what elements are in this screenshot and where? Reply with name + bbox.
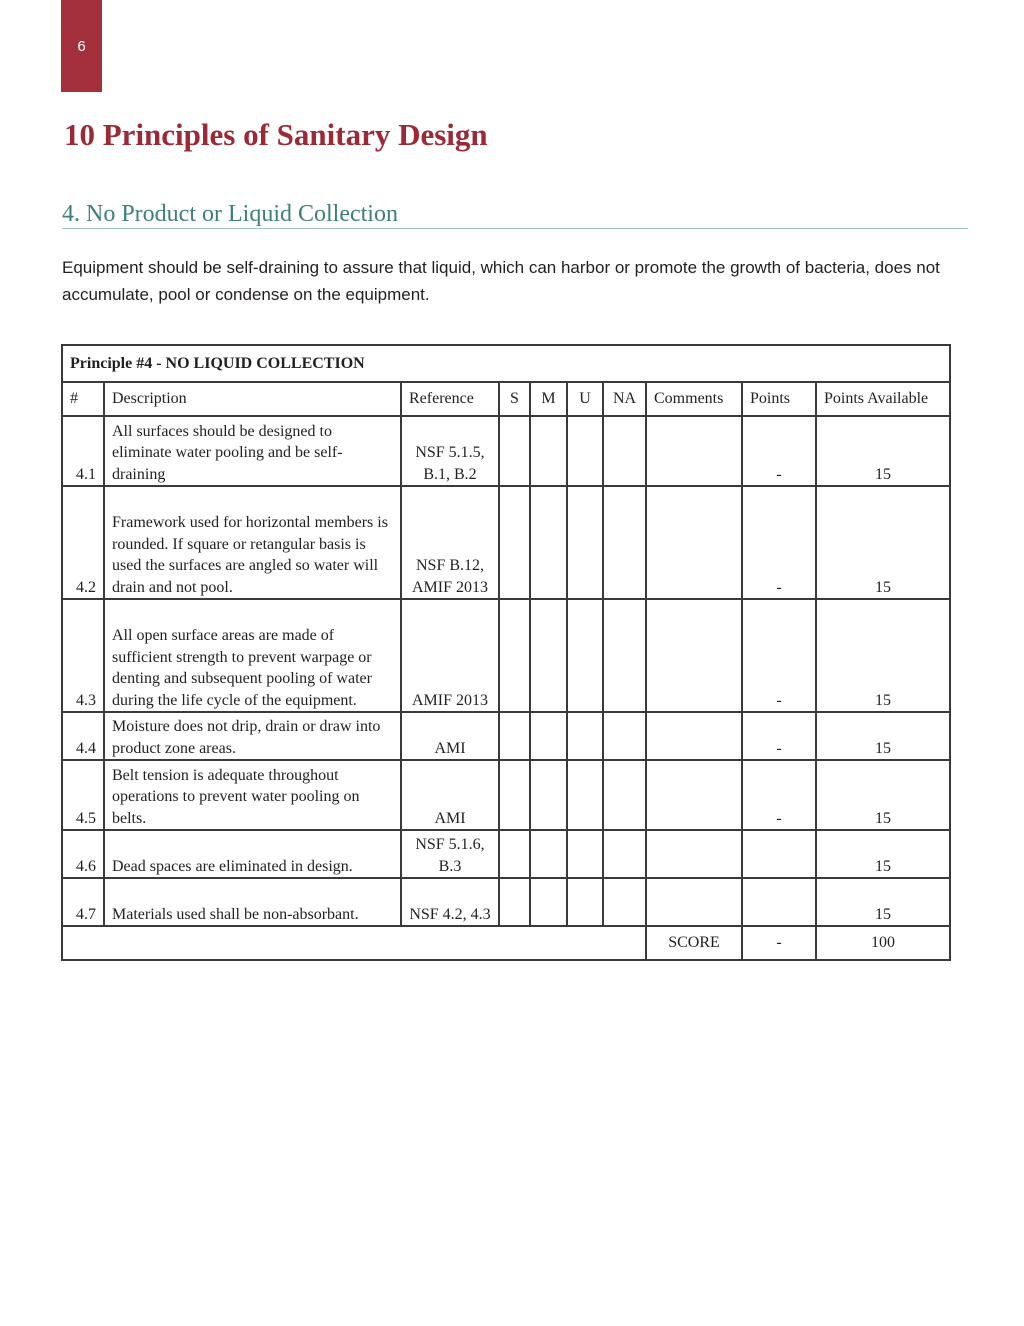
col-header-na: NA xyxy=(603,382,646,416)
section-heading-text: 4. No Product or Liquid Collection xyxy=(62,201,398,227)
row-points-available: 15 xyxy=(816,712,950,760)
row-number: 4.1 xyxy=(62,416,104,486)
row-comments-cell xyxy=(646,878,742,926)
row-u-cell xyxy=(567,712,603,760)
row-comments-cell xyxy=(646,486,742,599)
row-m-cell xyxy=(530,599,567,712)
row-na-cell xyxy=(603,760,646,830)
score-points: - xyxy=(742,926,816,960)
row-points: - xyxy=(742,712,816,760)
row-s-cell xyxy=(499,878,530,926)
row-comments-cell xyxy=(646,712,742,760)
table-title: Principle #4 - NO LIQUID COLLECTION xyxy=(62,345,950,382)
row-description: Moisture does not drip, drain or draw into product zone areas. xyxy=(104,712,401,760)
page-number-tab xyxy=(61,0,102,92)
row-points xyxy=(742,830,816,878)
row-s-cell xyxy=(499,599,530,712)
col-header-comments: Comments xyxy=(646,382,742,416)
row-u-cell xyxy=(567,599,603,712)
col-header-reference: Reference xyxy=(401,382,499,416)
row-comments-cell xyxy=(646,599,742,712)
page-number: 6 xyxy=(77,38,86,55)
col-header-points-available: Points Available xyxy=(816,382,950,416)
score-blank-cell xyxy=(62,926,646,960)
row-description: Dead spaces are eliminated in design. xyxy=(104,830,401,878)
row-reference: NSF 5.1.5, B.1, B.2 xyxy=(401,416,499,486)
row-points: - xyxy=(742,486,816,599)
row-m-cell xyxy=(530,760,567,830)
row-comments-cell xyxy=(646,830,742,878)
row-number: 4.4 xyxy=(62,712,104,760)
row-s-cell xyxy=(499,712,530,760)
table-row xyxy=(62,599,950,712)
col-header-s: S xyxy=(499,382,530,416)
row-s-cell xyxy=(499,830,530,878)
row-number: 4.5 xyxy=(62,760,104,830)
column-header-row xyxy=(62,382,950,416)
document-title: 10 Principles of Sanitary Design xyxy=(64,117,488,152)
col-header-description: Description xyxy=(104,382,401,416)
table-row xyxy=(62,712,950,760)
row-points xyxy=(742,878,816,926)
table-row xyxy=(62,830,950,878)
row-na-cell xyxy=(603,830,646,878)
row-description: All open surface areas are made of sufficient strength to prevent warpage or denting and subsequent pooling of water during the life cycle of the equipment. xyxy=(104,599,401,712)
row-s-cell xyxy=(499,416,530,486)
row-na-cell xyxy=(603,416,646,486)
row-reference: NSF 5.1.6, B.3 xyxy=(401,830,499,878)
col-header-m: M xyxy=(530,382,567,416)
row-reference: AMI xyxy=(401,760,499,830)
row-s-cell xyxy=(499,486,530,599)
row-m-cell xyxy=(530,712,567,760)
table-title-row xyxy=(62,345,950,382)
row-number: 4.7 xyxy=(62,878,104,926)
row-reference: NSF 4.2, 4.3 xyxy=(401,878,499,926)
row-u-cell xyxy=(567,416,603,486)
col-header-num: # xyxy=(62,382,104,416)
row-u-cell xyxy=(567,486,603,599)
row-reference: NSF B.12, AMIF 2013 xyxy=(401,486,499,599)
row-m-cell xyxy=(530,878,567,926)
row-number: 4.3 xyxy=(62,599,104,712)
row-points-available: 15 xyxy=(816,830,950,878)
row-points: - xyxy=(742,599,816,712)
row-m-cell xyxy=(530,830,567,878)
row-na-cell xyxy=(603,599,646,712)
col-header-points: Points xyxy=(742,382,816,416)
row-description: Framework used for horizontal members is rounded. If square or retangular basis is used the surfaces are angled so water will drain and not pool. xyxy=(104,486,401,599)
row-na-cell xyxy=(603,486,646,599)
row-number: 4.6 xyxy=(62,830,104,878)
row-comments-cell xyxy=(646,760,742,830)
section-heading xyxy=(62,199,968,229)
row-points-available: 15 xyxy=(816,486,950,599)
score-points-available: 100 xyxy=(816,926,950,960)
row-reference: AMIF 2013 xyxy=(401,599,499,712)
row-description: Belt tension is adequate throughout operations to prevent water pooling on belts. xyxy=(104,760,401,830)
table-row xyxy=(62,416,950,486)
row-points: - xyxy=(742,760,816,830)
row-u-cell xyxy=(567,830,603,878)
row-reference: AMI xyxy=(401,712,499,760)
row-u-cell xyxy=(567,760,603,830)
principle-table xyxy=(61,344,951,961)
table-row xyxy=(62,486,950,599)
row-na-cell xyxy=(603,878,646,926)
row-m-cell xyxy=(530,416,567,486)
row-points-available: 15 xyxy=(816,416,950,486)
row-m-cell xyxy=(530,486,567,599)
row-na-cell xyxy=(603,712,646,760)
row-description: All surfaces should be designed to eliminate water pooling and be self-draining xyxy=(104,416,401,486)
col-header-u: U xyxy=(567,382,603,416)
table-row xyxy=(62,760,950,830)
score-label: SCORE xyxy=(646,926,742,960)
row-points-available: 15 xyxy=(816,760,950,830)
intro-paragraph: Equipment should be self-draining to assure that liquid, which can harbor or promote the growth of bacteria, does not accumulate, pool or condense on the equipment. xyxy=(62,258,940,304)
row-comments-cell xyxy=(646,416,742,486)
row-s-cell xyxy=(499,760,530,830)
table-row xyxy=(62,878,950,926)
row-description: Materials used shall be non-absorbant. xyxy=(104,878,401,926)
row-u-cell xyxy=(567,878,603,926)
row-points-available: 15 xyxy=(816,878,950,926)
row-number: 4.2 xyxy=(62,486,104,599)
row-points: - xyxy=(742,416,816,486)
score-row xyxy=(62,926,950,960)
row-points-available: 15 xyxy=(816,599,950,712)
